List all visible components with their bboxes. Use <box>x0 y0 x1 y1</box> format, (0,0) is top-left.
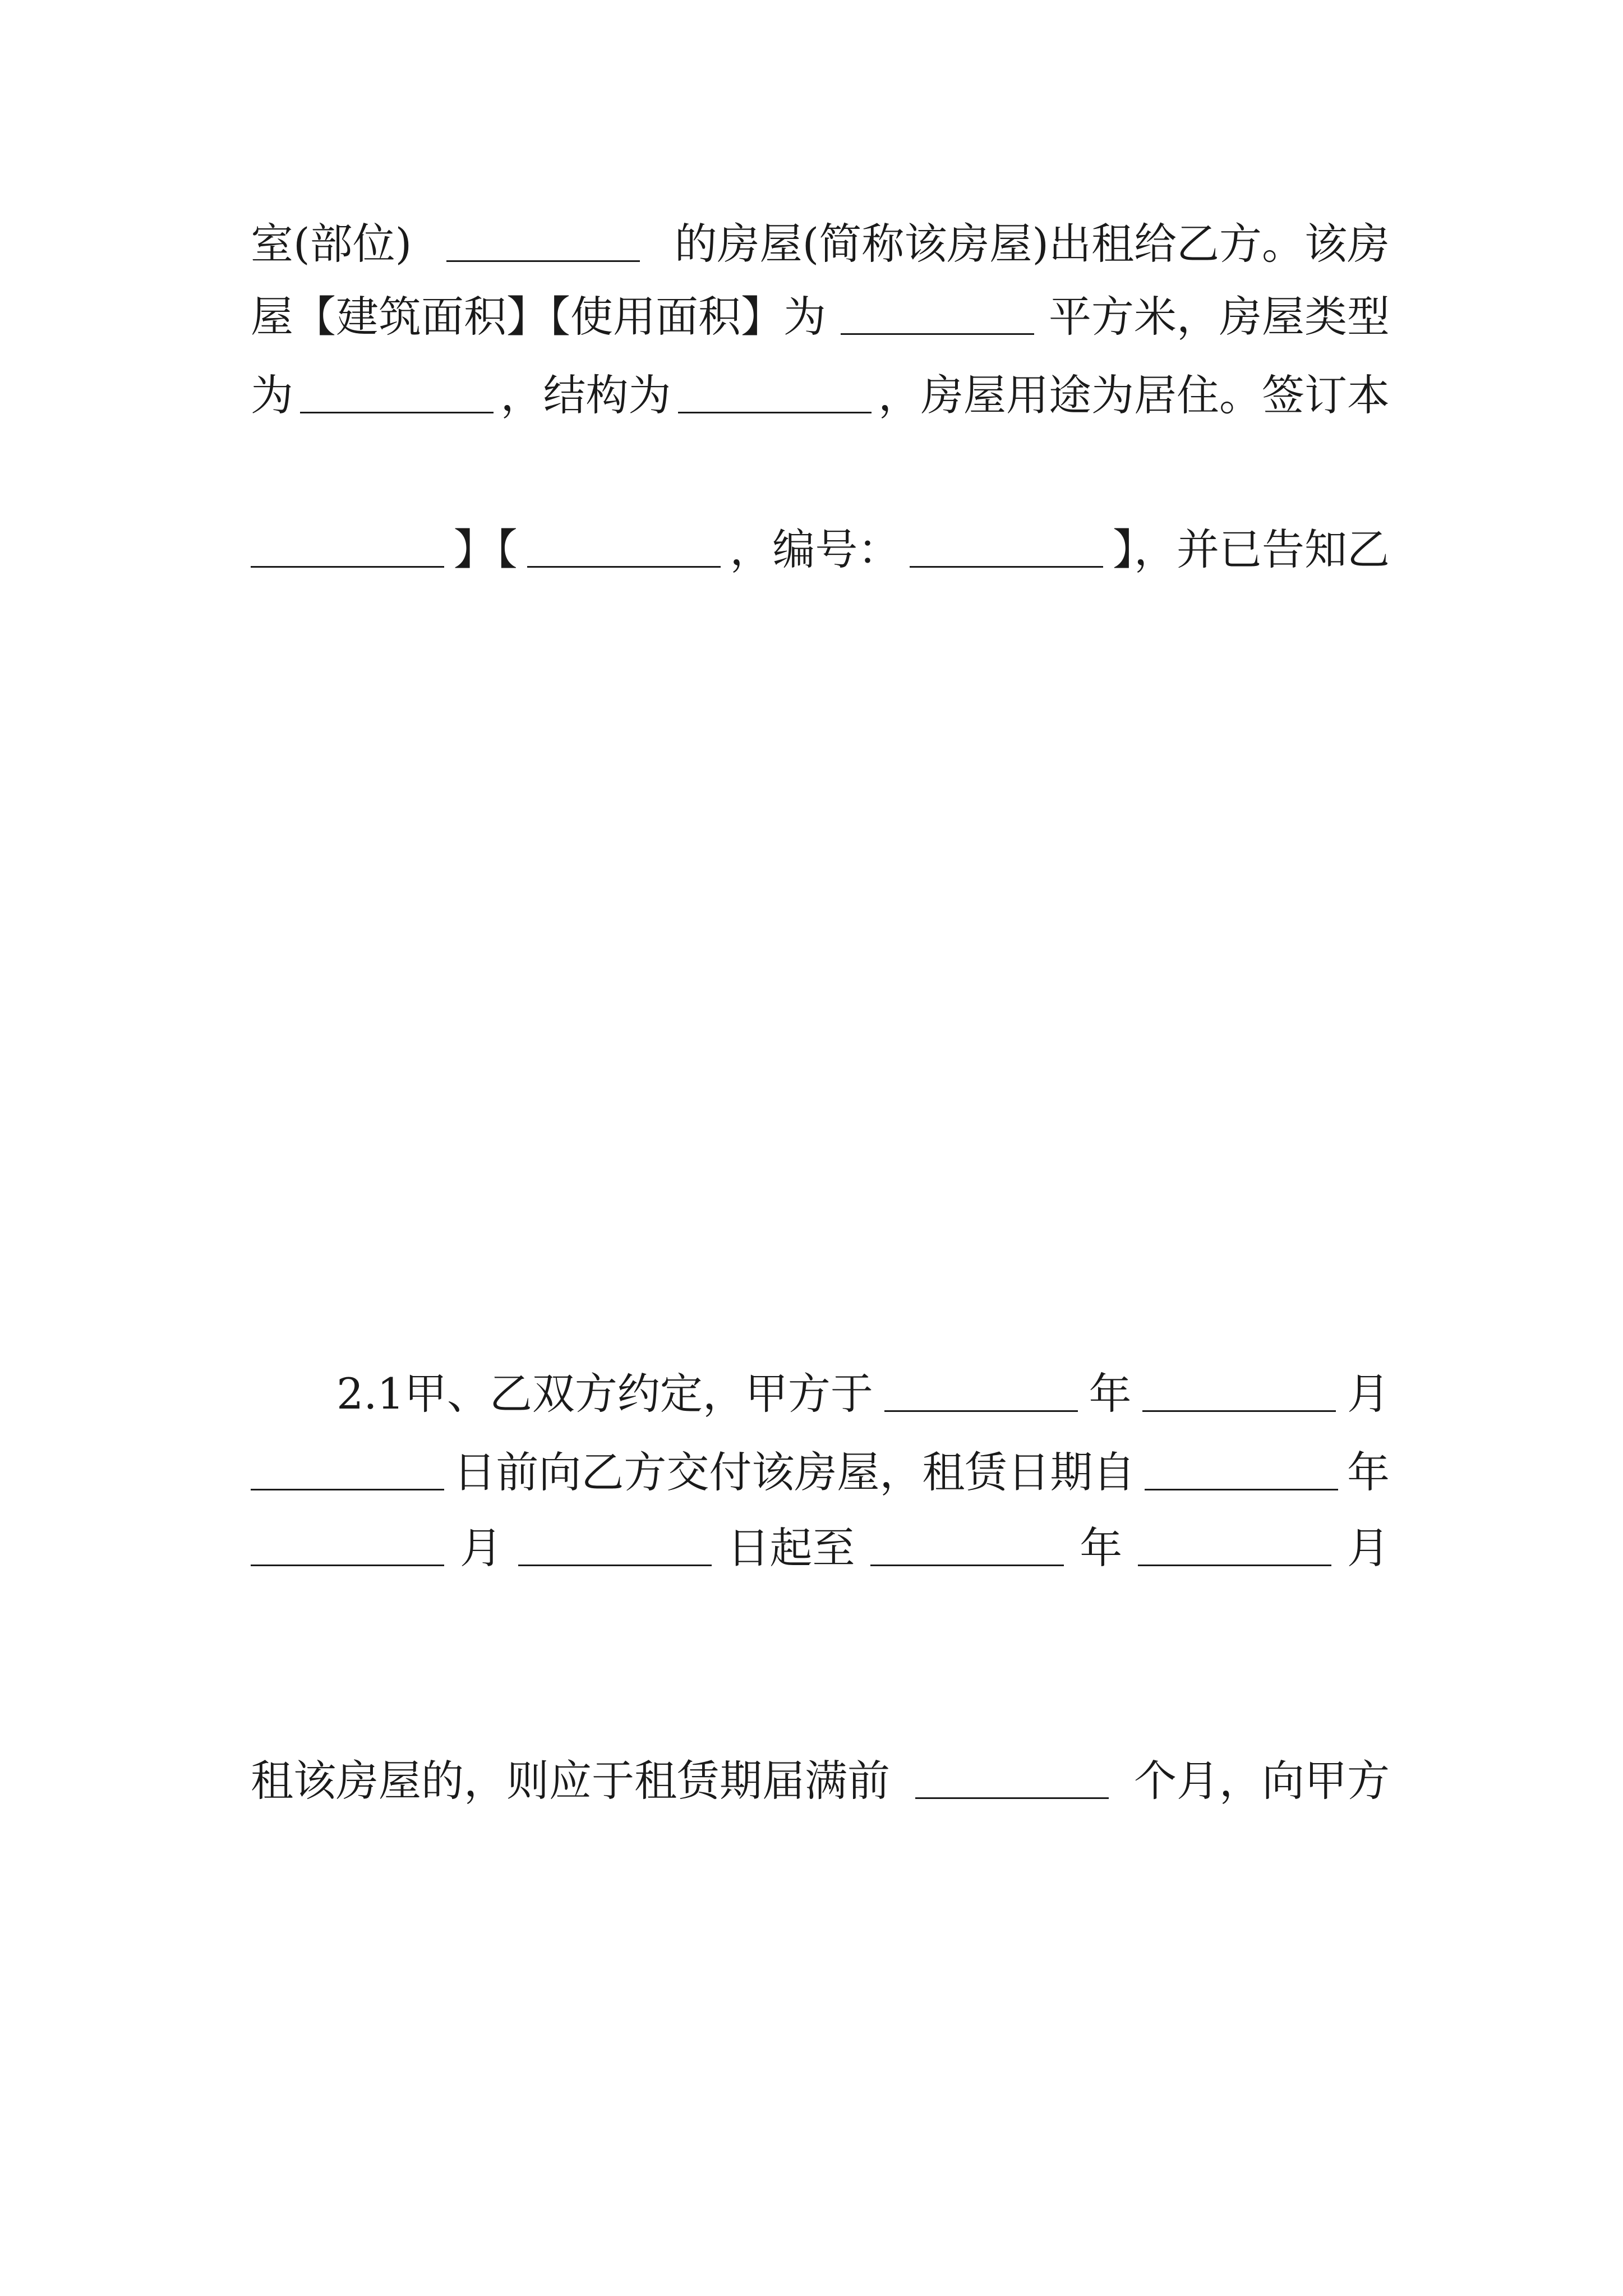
text: 】【 <box>453 524 518 574</box>
text-line <box>251 513 1390 586</box>
text-line <box>251 1745 1390 1818</box>
fill-blank <box>884 1377 1078 1412</box>
fill-blank <box>1145 1455 1338 1490</box>
paragraph-first-line <box>336 1358 1390 1430</box>
text-line <box>251 973 1390 1046</box>
text: 年 <box>1080 1523 1123 1573</box>
text: 年 <box>1089 1369 1132 1419</box>
text: ，编号： <box>730 524 901 574</box>
text: 日起至 <box>727 1523 855 1573</box>
fill-blank <box>870 1531 1064 1566</box>
text-line <box>251 1049 1390 1122</box>
text: 】，并已告知乙 <box>1112 524 1390 574</box>
fill-blank <box>915 1764 1109 1799</box>
text: 日前向乙方交付该房屋，租赁日期自 <box>453 1447 1136 1497</box>
text-line <box>251 1203 1390 1276</box>
fill-blank <box>300 378 494 413</box>
text: 屋【建筑面积】【使用面积】为 <box>251 292 826 342</box>
fill-blank <box>251 532 444 568</box>
section-heading <box>336 1282 1390 1355</box>
text: 的房屋(简称该房屋)出租给乙方。该房 <box>674 219 1390 269</box>
text-line <box>251 1899 1390 1972</box>
text-line <box>251 819 1390 892</box>
fill-blank <box>678 378 872 413</box>
paragraph-first-line <box>336 898 1390 970</box>
text: 平方米，房屋类型 <box>1049 292 1390 342</box>
text-line <box>251 1436 1390 1509</box>
text: 月 <box>1347 1369 1390 1419</box>
section-heading <box>336 1977 1390 2050</box>
text: 月 <box>1347 1523 1390 1573</box>
text: ，结构为 <box>500 370 671 420</box>
text-line <box>251 1512 1390 1585</box>
paragraph-first-line <box>336 1669 1390 1742</box>
fill-blank <box>527 532 721 568</box>
fill-blank <box>1142 1377 1336 1412</box>
text: 租该房屋的，则应于租赁期届满前 <box>251 1756 890 1806</box>
fill-blank <box>1138 1531 1331 1566</box>
fill-blank <box>251 1455 444 1490</box>
fill-blank <box>446 227 640 262</box>
text-line <box>251 1128 1390 1200</box>
text-line <box>251 435 1390 508</box>
fill-blank <box>518 1531 712 1566</box>
text: 月 <box>459 1523 502 1573</box>
text: 年 <box>1347 1447 1390 1497</box>
text-line <box>251 743 1390 816</box>
text-line <box>251 208 1390 280</box>
paragraph-first-line <box>336 668 1390 740</box>
fill-blank <box>910 532 1103 568</box>
text: 个月，向甲方 <box>1134 1756 1390 1806</box>
text-line <box>251 359 1390 432</box>
text: 为 <box>251 370 293 420</box>
text: 室(部位) <box>251 219 412 269</box>
text: ，房屋用途为居住。签订本 <box>878 370 1390 420</box>
text-line <box>251 280 1390 353</box>
fill-blank <box>841 300 1034 335</box>
text-line <box>251 1820 1390 1893</box>
fill-blank <box>251 1531 444 1566</box>
text-line <box>251 589 1390 662</box>
text: 2.1甲、乙双方约定，甲方于 <box>336 1369 873 1419</box>
text-line <box>251 1590 1390 1663</box>
